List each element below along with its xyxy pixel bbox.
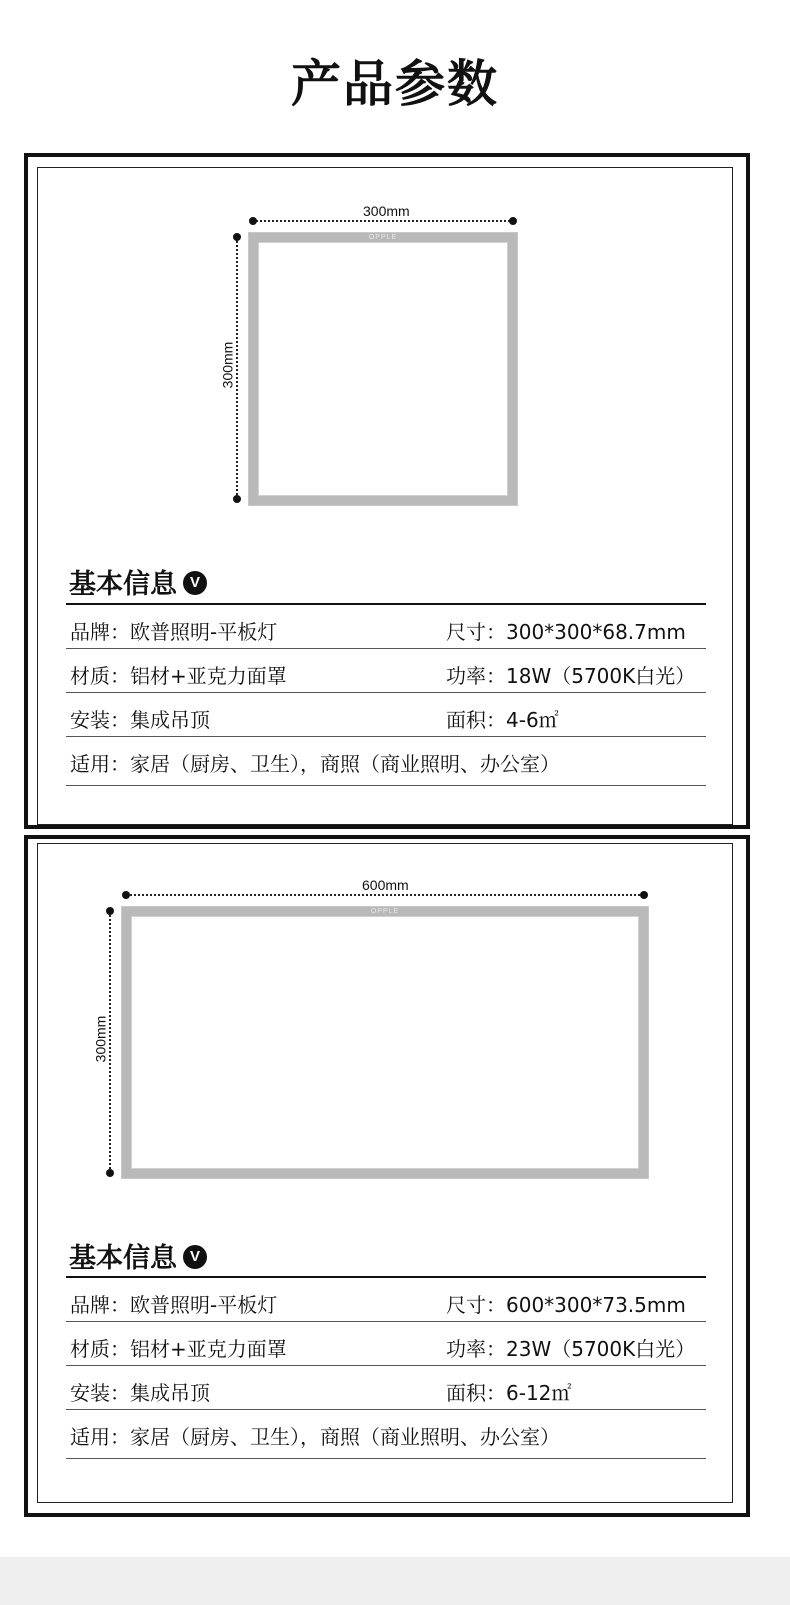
footer-bar [0, 1557, 790, 1605]
spec-material: 材质：铝材+亚克力面罩 [70, 1337, 287, 1361]
frame-divider [24, 825, 750, 839]
table-row [66, 1322, 706, 1366]
table-row [66, 605, 706, 649]
height-dimension-line [236, 237, 238, 499]
table-row [66, 1410, 706, 1459]
spec-brand: 品牌：欧普照明-平板灯 [70, 620, 278, 644]
spec-size: 尺寸：600*300*73.5mm [446, 1293, 686, 1317]
dimension-endpoint [640, 891, 648, 899]
table-row [66, 693, 706, 737]
width-dimension-line [253, 220, 513, 222]
check-badge-icon: V [183, 1245, 207, 1269]
brand-mark: OPPLE [370, 908, 400, 915]
dimension-endpoint [106, 907, 114, 915]
brand-mark: OPPLE [368, 234, 398, 241]
spec-area: 面积：6-12㎡ [446, 1381, 572, 1405]
section-title-text: 基本信息 [69, 1243, 177, 1274]
dimension-endpoint [233, 495, 241, 503]
section-title-text: 基本信息 [69, 569, 177, 600]
spec-power: 功率：18W（5700K白光） [446, 664, 696, 688]
height-dimension-label: 300mm [92, 1015, 109, 1063]
panel-light-image [249, 233, 517, 505]
section-title [69, 1236, 207, 1275]
table-row [66, 1278, 706, 1322]
height-dimension-label: 300mm [219, 341, 236, 389]
section-title [69, 562, 207, 601]
spec-material: 材质：铝材+亚克力面罩 [70, 664, 287, 688]
spec-table [66, 1276, 706, 1459]
table-row [66, 1366, 706, 1410]
spec-usage: 适用：家居（厨房、卫生），商照（商业照明、办公室） [70, 1425, 560, 1449]
dimension-endpoint [249, 217, 257, 225]
spec-brand: 品牌：欧普照明-平板灯 [70, 1293, 278, 1317]
width-dimension-label: 300mm [363, 203, 410, 219]
spec-power: 功率：23W（5700K白光） [446, 1337, 696, 1361]
check-badge-icon: V [183, 571, 207, 595]
width-dimension-label: 600mm [362, 877, 409, 893]
panel-light-image [122, 907, 648, 1178]
table-row [66, 737, 706, 786]
dimension-endpoint [509, 217, 517, 225]
spec-install: 安装：集成吊顶 [70, 708, 210, 732]
spec-size: 尺寸：300*300*68.7mm [446, 620, 686, 644]
spec-table [66, 603, 706, 786]
width-dimension-line [126, 894, 644, 896]
spec-area: 面积：4-6㎡ [446, 708, 559, 732]
page-title: 产品参数 [291, 55, 499, 113]
dimension-endpoint [106, 1169, 114, 1177]
height-dimension-line [109, 911, 111, 1173]
dimension-endpoint [233, 233, 241, 241]
spec-usage: 适用：家居（厨房、卫生），商照（商业照明、办公室） [70, 752, 560, 776]
dimension-endpoint [122, 891, 130, 899]
spec-install: 安装：集成吊顶 [70, 1381, 210, 1405]
table-row [66, 649, 706, 693]
